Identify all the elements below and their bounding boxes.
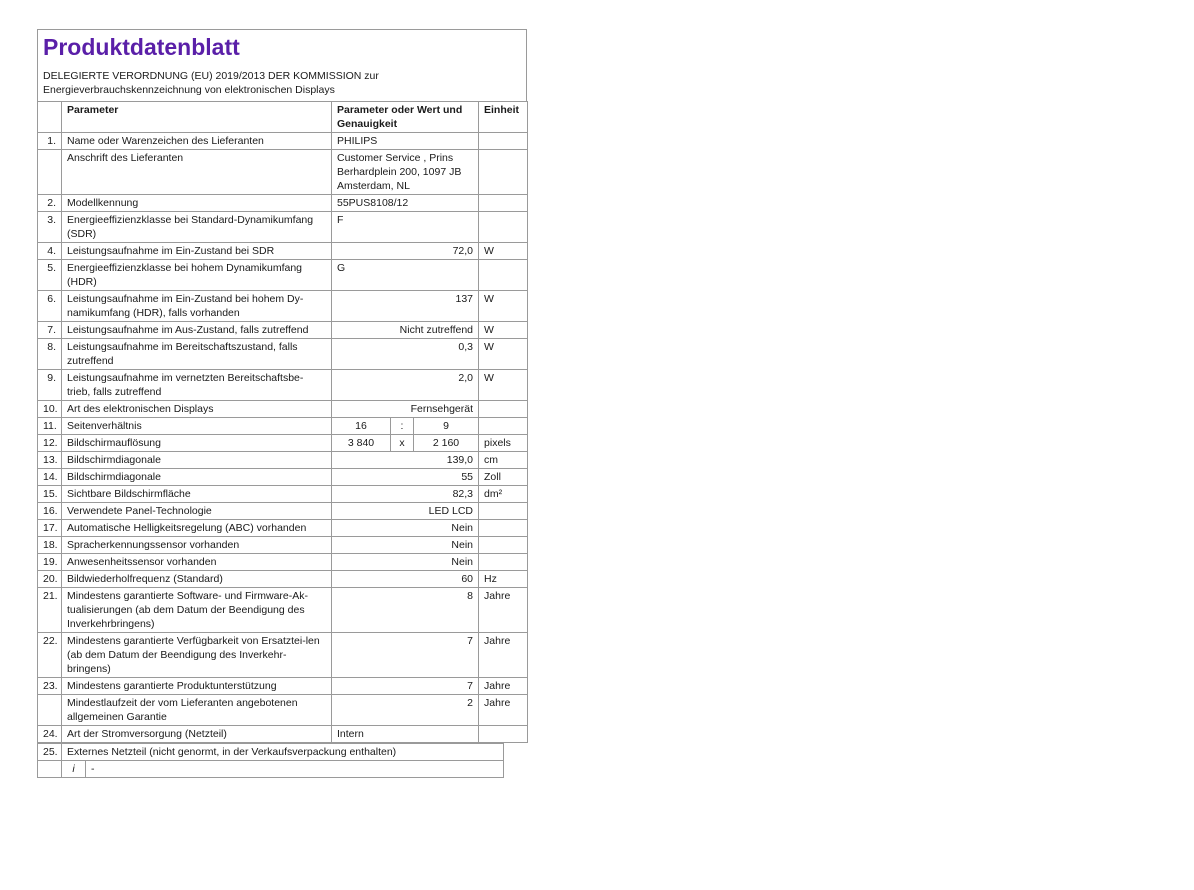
row-unit (479, 537, 528, 554)
table-row (38, 322, 528, 339)
sheet-header (37, 29, 527, 101)
row-unit: W (479, 291, 528, 322)
table-row (38, 370, 528, 401)
row-parameter: Mindestens garantierte Verfügbarkeit von Ersatztei-len (ab dem Datum der Beendigung des Inverkehr-bringens) (62, 633, 332, 678)
row-unit: cm (479, 452, 528, 469)
table-row (38, 133, 528, 150)
header-value: Parameter oder Wert und Genauigkeit (332, 102, 479, 133)
row-number: 11. (38, 418, 62, 435)
row-number: 4. (38, 243, 62, 260)
row-number (38, 695, 62, 726)
row-unit (479, 503, 528, 520)
row-number: 14. (38, 469, 62, 486)
row-number: 8. (38, 339, 62, 370)
row-parameter: Anschrift des Lieferanten (62, 150, 332, 195)
table-row (38, 588, 528, 633)
row-parameter: Bildschirmdiagonale (62, 452, 332, 469)
row-parameter: Spracherkennungssensor vorhanden (62, 537, 332, 554)
row-unit: pixels (479, 435, 528, 452)
table-row (38, 744, 504, 761)
row-unit: W (479, 339, 528, 370)
row-parameter: Externes Netzteil (nicht genormt, in der Verkaufsverpackung enthalten) (62, 744, 504, 761)
row-value: 2,0 (332, 370, 479, 401)
table-row (38, 418, 528, 435)
row-unit (479, 401, 528, 418)
row-number: 25. (38, 744, 62, 761)
row-number: 18. (38, 537, 62, 554)
table-row (38, 726, 528, 743)
table-row (38, 695, 528, 726)
table-row (38, 195, 528, 212)
row-number: 16. (38, 503, 62, 520)
row-parameter: Energieeffizienzklasse bei hohem Dynamikumfang (HDR) (62, 260, 332, 291)
row-value: Nicht zutreffend (332, 322, 479, 339)
row-sub-value: - (86, 761, 504, 778)
row-unit: Jahre (479, 588, 528, 633)
row-parameter: Bildschirmauflösung (62, 435, 332, 452)
row-value: PHILIPS (332, 133, 479, 150)
table-row (38, 469, 528, 486)
row-number: 22. (38, 633, 62, 678)
row-unit (479, 260, 528, 291)
row-parameter: Mindestens garantierte Produktunterstützung (62, 678, 332, 695)
row-unit (479, 418, 528, 435)
header-unit: Einheit (479, 102, 528, 133)
row-value: 139,0 (332, 452, 479, 469)
row-parameter: Mindestlaufzeit der vom Lieferanten angebotenen allgemeinen Garantie (62, 695, 332, 726)
row-parameter: Leistungsaufnahme im Aus-Zustand, falls zutreffend (62, 322, 332, 339)
row-unit (479, 133, 528, 150)
row-unit: Zoll (479, 469, 528, 486)
row-value: Nein (332, 537, 479, 554)
row-value-a: 3 840 (332, 435, 391, 452)
row-value: Fernsehgerät (332, 401, 479, 418)
table-row (38, 761, 504, 778)
table-row (38, 339, 528, 370)
row-number: 7. (38, 322, 62, 339)
row-parameter: Bildschirmdiagonale (62, 469, 332, 486)
row-number: 19. (38, 554, 62, 571)
table-row (38, 633, 528, 678)
table-row (38, 435, 528, 452)
row-value: Intern (332, 726, 479, 743)
row-value: Customer Service , Prins Berhardplein 200, 1097 JB Amsterdam, NL (332, 150, 479, 195)
row-unit (479, 150, 528, 195)
row-value-b: 2 160 (414, 435, 479, 452)
row-value-b: 9 (414, 418, 479, 435)
row-value: 72,0 (332, 243, 479, 260)
row-unit: W (479, 370, 528, 401)
regulation-subtitle: DELEGIERTE VERORDNUNG (EU) 2019/2013 DER KOMMISSION zur Energieverbrauchskennzeichnung von elektronischen Displays (43, 70, 379, 96)
row-value: LED LCD (332, 503, 479, 520)
row-number: 20. (38, 571, 62, 588)
row-number: 10. (38, 401, 62, 418)
table-row (38, 291, 528, 322)
row-25-table (37, 743, 504, 778)
row-parameter: Leistungsaufnahme im Ein-Zustand bei SDR (62, 243, 332, 260)
row-value: Nein (332, 554, 479, 571)
row-value: 7 (332, 633, 479, 678)
table-row (38, 537, 528, 554)
table-row (38, 212, 528, 243)
table-row (38, 520, 528, 537)
row-number: 24. (38, 726, 62, 743)
row-unit: W (479, 322, 528, 339)
row-unit (479, 726, 528, 743)
row-value: 82,3 (332, 486, 479, 503)
row-unit: Jahre (479, 633, 528, 678)
row-unit (479, 554, 528, 571)
table-row (38, 503, 528, 520)
row-value: 0,3 (332, 339, 479, 370)
table-row (38, 486, 528, 503)
row-number: 17. (38, 520, 62, 537)
row-number: 1. (38, 133, 62, 150)
row-value: 60 (332, 571, 479, 588)
row-number: 2. (38, 195, 62, 212)
row-number: 9. (38, 370, 62, 401)
product-data-sheet (37, 29, 527, 778)
page-title: Produktdatenblatt (43, 34, 240, 60)
table-row (38, 150, 528, 195)
row-sub-number: i (62, 761, 86, 778)
table-row (38, 243, 528, 260)
row-value: G (332, 260, 479, 291)
row-unit: dm² (479, 486, 528, 503)
table-row (38, 554, 528, 571)
row-value: 8 (332, 588, 479, 633)
row-value: F (332, 212, 479, 243)
row-parameter: Name oder Warenzeichen des Lieferanten (62, 133, 332, 150)
row-parameter: Modellkennung (62, 195, 332, 212)
table-row (38, 401, 528, 418)
row-value: 55PUS8108/12 (332, 195, 479, 212)
parameter-table (37, 101, 528, 743)
row-unit: W (479, 243, 528, 260)
row-value: Nein (332, 520, 479, 537)
row-value: 137 (332, 291, 479, 322)
table-row (38, 260, 528, 291)
row-parameter: Mindestens garantierte Software- und Firmware-Ak-tualisierungen (ab dem Datum der Beendigung des Inverkehrbringens) (62, 588, 332, 633)
row-number (38, 150, 62, 195)
row-unit (479, 520, 528, 537)
row-value: 7 (332, 678, 479, 695)
row-number: 15. (38, 486, 62, 503)
row-number: 3. (38, 212, 62, 243)
row-value-a: 16 (332, 418, 391, 435)
table-row (38, 571, 528, 588)
row-parameter: Sichtbare Bildschirmfläche (62, 486, 332, 503)
row-unit (479, 195, 528, 212)
row-parameter: Art der Stromversorgung (Netzteil) (62, 726, 332, 743)
row-value-separator: : (391, 418, 414, 435)
row-parameter: Automatische Helligkeitsregelung (ABC) vorhanden (62, 520, 332, 537)
row-parameter: Anwesenheitssensor vorhanden (62, 554, 332, 571)
row-unit: Hz (479, 571, 528, 588)
table-row (38, 678, 528, 695)
row-number: 6. (38, 291, 62, 322)
row-parameter: Leistungsaufnahme im Bereitschaftszustand, falls zutreffend (62, 339, 332, 370)
row-number: 5. (38, 260, 62, 291)
row-value: 2 (332, 695, 479, 726)
table-row (38, 452, 528, 469)
row-number: 13. (38, 452, 62, 469)
row-parameter: Verwendete Panel-Technologie (62, 503, 332, 520)
row-unit: Jahre (479, 695, 528, 726)
row-value-separator: x (391, 435, 414, 452)
row-parameter: Seitenverhältnis (62, 418, 332, 435)
row-number: 12. (38, 435, 62, 452)
row-parameter: Art des elektronischen Displays (62, 401, 332, 418)
row-parameter: Energieeffizienzklasse bei Standard-Dynamikumfang (SDR) (62, 212, 332, 243)
row-parameter: Bildwiederholfrequenz (Standard) (62, 571, 332, 588)
row-parameter: Leistungsaufnahme im vernetzten Bereitschaftsbe-trieb, falls zutreffend (62, 370, 332, 401)
header-parameter: Parameter (62, 102, 332, 133)
row-number: 21. (38, 588, 62, 633)
row-unit (479, 212, 528, 243)
row-number: 23. (38, 678, 62, 695)
row-value: 55 (332, 469, 479, 486)
row-parameter: Leistungsaufnahme im Ein-Zustand bei hohem Dy-namikumfang (HDR), falls vorhanden (62, 291, 332, 322)
row-unit: Jahre (479, 678, 528, 695)
table-header-row (38, 102, 528, 133)
